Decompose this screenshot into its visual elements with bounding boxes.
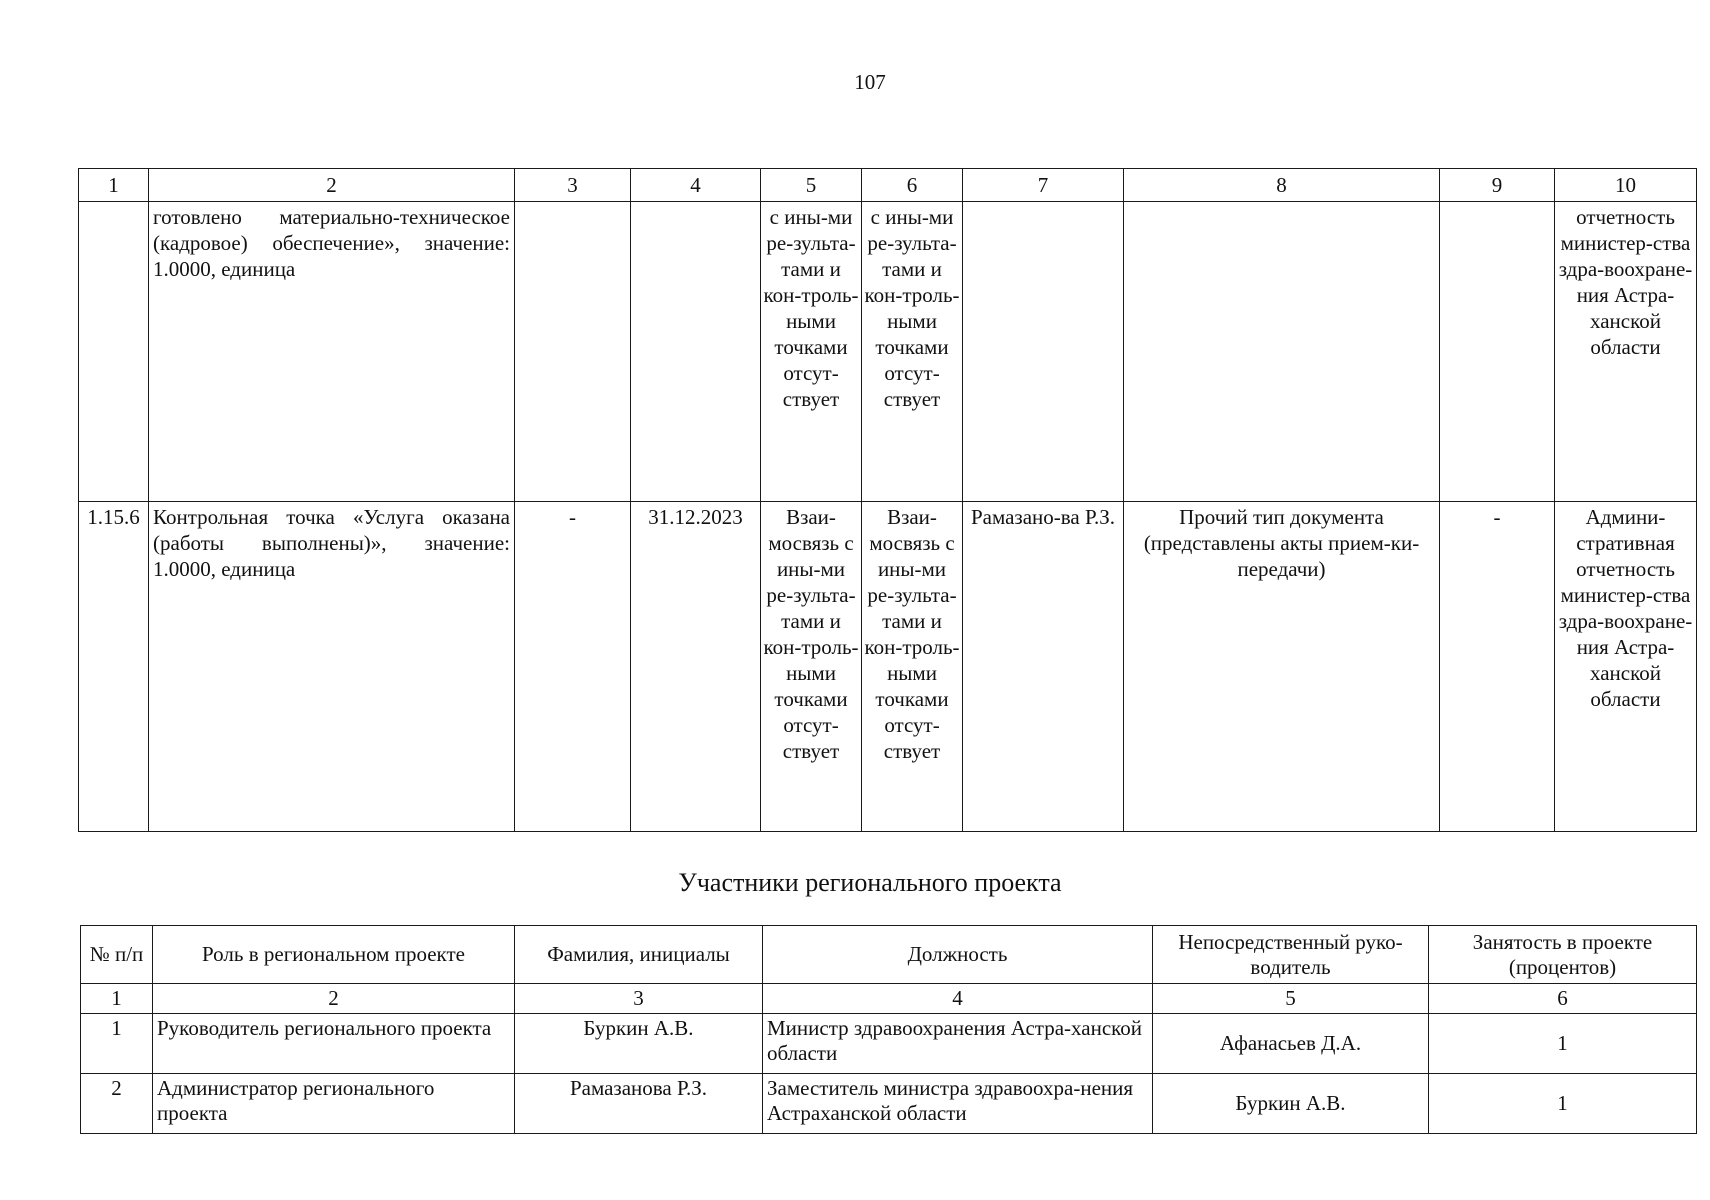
checkpoint-name: готовлено материально-техническое (кадровое) обеспечение», значение: 1.0000, единица: [149, 202, 515, 502]
column-number: 5: [1153, 984, 1429, 1014]
row-number: 1.15.6: [79, 502, 149, 832]
checkpoint-name: Контрольная точка «Услуга оказана (работы выполнены)», значение: 1.0000, единица: [149, 502, 515, 832]
header-row: [81, 926, 1697, 984]
section-heading: Участники регионального проекта: [678, 868, 1062, 897]
cell-relation: Взаи-мосвязь с ины-ми ре-зульта-тами и кон-троль-ными точками отсут-ствует: [761, 502, 862, 832]
participant-role: Руководитель регионального проекта: [153, 1014, 515, 1074]
header-name: Фамилия, инициалы: [515, 926, 763, 984]
cell-reporting: отчетность министер-ства здра-воохране-ния Астра-ханской области: [1555, 202, 1697, 502]
header-manager: Непосредственный руко-водитель: [1153, 926, 1429, 984]
cell-relation-2: Взаи-мосвязь с ины-ми ре-зульта-тами и кон-троль-ными точками отсут-ствует: [862, 502, 963, 832]
column-number-row: [79, 169, 1697, 202]
column-number-row: [81, 984, 1697, 1014]
column-number: 4: [631, 169, 761, 202]
column-number: 2: [153, 984, 515, 1014]
participant-manager: Буркин А.В.: [1153, 1074, 1429, 1134]
participant-position: Заместитель министра здравоохра-нения Астраханской области: [763, 1074, 1153, 1134]
participant-share: 1: [1429, 1014, 1697, 1074]
column-number: 3: [515, 169, 631, 202]
column-number: 4: [763, 984, 1153, 1014]
cell-reporting: Админи-стративная отчетность министер-ства здра-воохране-ния Астра-ханской области: [1555, 502, 1697, 832]
cell-document: Прочий тип документа (представлены акты прием-ки-передачи): [1124, 502, 1440, 832]
cell-date: 31.12.2023: [631, 502, 761, 832]
participant-manager: Афанасьев Д.А.: [1153, 1014, 1429, 1074]
results-table: [78, 168, 1697, 832]
header-num: № п/п: [81, 926, 153, 984]
column-number: 6: [862, 169, 963, 202]
header-share: Занятость в проекте (процентов): [1429, 926, 1697, 984]
cell-col9: [1440, 202, 1555, 502]
column-number: 1: [79, 169, 149, 202]
column-number: 8: [1124, 169, 1440, 202]
column-number: 10: [1555, 169, 1697, 202]
participant-name: Рамазанова Р.З.: [515, 1074, 763, 1134]
table-row: [81, 1014, 1697, 1074]
cell-relation: с ины-ми ре-зульта-тами и кон-троль-ными точками отсут-ствует: [761, 202, 862, 502]
cell-col9: -: [1440, 502, 1555, 832]
column-number: 1: [81, 984, 153, 1014]
participant-number: 2: [81, 1074, 153, 1134]
column-number: 2: [149, 169, 515, 202]
participant-position: Министр здравоохранения Астра-ханской области: [763, 1014, 1153, 1074]
table-row: [81, 1074, 1697, 1134]
column-number: 6: [1429, 984, 1697, 1014]
header-role: Роль в региональном проекте: [153, 926, 515, 984]
column-number: 3: [515, 984, 763, 1014]
participant-share: 1: [1429, 1074, 1697, 1134]
cell-date: [631, 202, 761, 502]
header-position: Должность: [763, 926, 1153, 984]
table-row: [79, 202, 1697, 502]
cell-document: [1124, 202, 1440, 502]
row-number: [79, 202, 149, 502]
column-number: 9: [1440, 169, 1555, 202]
column-number: 5: [761, 169, 862, 202]
cell-responsible: [963, 202, 1124, 502]
participant-number: 1: [81, 1014, 153, 1074]
cell-responsible: Рамазано-ва Р.З.: [963, 502, 1124, 832]
column-number: 7: [963, 169, 1124, 202]
cell-col3: [515, 202, 631, 502]
participant-role: Администратор регионального проекта: [153, 1074, 515, 1134]
cell-relation-2: с ины-ми ре-зульта-тами и кон-троль-ными точками отсут-ствует: [862, 202, 963, 502]
participant-name: Буркин А.В.: [515, 1014, 763, 1074]
cell-col3: -: [515, 502, 631, 832]
table-row: [79, 502, 1697, 832]
participants-table: [80, 925, 1697, 1134]
page-number: 107: [854, 70, 886, 94]
